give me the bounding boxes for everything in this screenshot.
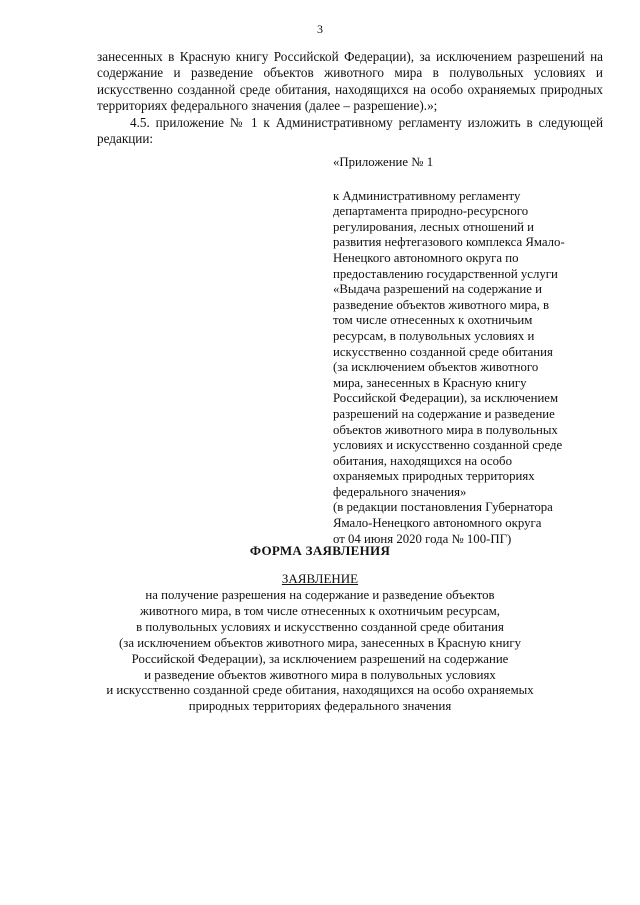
appendix-header: «Приложение № 1 <box>333 155 434 169</box>
appendix-line: Российской Федерации), за исключением <box>333 391 559 406</box>
appendix-line: развития нефтегазового комплекса Ямало- <box>333 235 565 250</box>
appendix-line: мира, занесенных в Красную книгу <box>333 375 527 390</box>
intro-paragraph-continuation: занесенных в Красную книгу Российской Федерации), за исключением разрешений на содержание и разведение объектов животного мира в полувольных условиях и искусственно созданной среде обитания, находящихся на особо охраняемых природных территориях федерального значения (далее – разрешение).»; <box>97 49 603 114</box>
appendix-line: Ямало-Ненецкого автономного округа <box>333 516 542 531</box>
page-number: 3 <box>317 22 323 36</box>
appendix-line: (за исключением объектов животного <box>333 360 539 375</box>
appendix-line: (в редакции постановления Губернатора <box>333 500 553 515</box>
appendix-line: предоставлению государственной услуги <box>333 266 558 281</box>
intro-paragraph-amendment: 4.5. приложение № 1 к Административному регламенту изложить в следующей редакции: <box>97 114 603 147</box>
appendix-line: охраняемых природных территориях <box>333 469 535 484</box>
appendix-line: департамента природно-ресурсного <box>333 204 529 219</box>
statement-line: Российской Федерации), за исключением разрешений на содержание <box>131 651 509 666</box>
form-title: ФОРМА ЗАЯВЛЕНИЯ <box>249 543 391 558</box>
appendix-line: от 04 июня 2020 года № 100-ПГ) <box>333 531 512 546</box>
intro-section <box>97 49 603 147</box>
statement-line: и разведение объектов животного мира в полувольных условиях <box>144 667 496 682</box>
statement-line: на получение разрешения на содержание и разведение объектов <box>145 588 495 602</box>
statement-line: и искусственно созданной среде обитания, находящихся на особо охраняемых <box>106 683 534 698</box>
appendix-line: разведение объектов животного мира, в <box>333 297 550 312</box>
statement-heading-text: ЗАЯВЛЕНИЕ <box>281 571 359 586</box>
statement-body <box>0 588 640 715</box>
appendix-line: искусственно созданной среде обитания <box>333 344 553 359</box>
statement-heading <box>0 571 640 587</box>
appendix-line: Ненецкого автономного округа по <box>333 250 519 265</box>
appendix-line: условиях и искусственно созданной среде <box>333 438 563 453</box>
appendix-line: обитания, находящихся на особо <box>333 453 512 468</box>
statement-line: природных территориях федерального значения <box>188 699 452 714</box>
appendix-line: «Выдача разрешений на содержание и <box>333 282 542 297</box>
statement-line: в полувольных условиях и искусственно созданной среде обитания <box>136 619 504 634</box>
appendix-block <box>333 155 608 547</box>
appendix-line: объектов животного мира в полувольных <box>333 422 558 437</box>
appendix-line: ресурсам, в полувольных условиях и <box>333 328 535 343</box>
appendix-line: том числе отнесенных к охотничьим <box>333 313 533 328</box>
appendix-line: разрешений на содержание и разведение <box>333 406 555 421</box>
appendix-line: к Административному регламенту <box>333 188 521 203</box>
appendix-line: регулирования, лесных отношений и <box>333 219 535 234</box>
statement-line: животного мира, в том числе отнесенных к охотничьим ресурсам, <box>140 603 500 618</box>
statement-line: (за исключением объектов животного мира, занесенных в Красную книгу <box>119 635 521 650</box>
appendix-line: федерального значения» <box>333 484 467 499</box>
appendix-lines <box>333 189 608 548</box>
